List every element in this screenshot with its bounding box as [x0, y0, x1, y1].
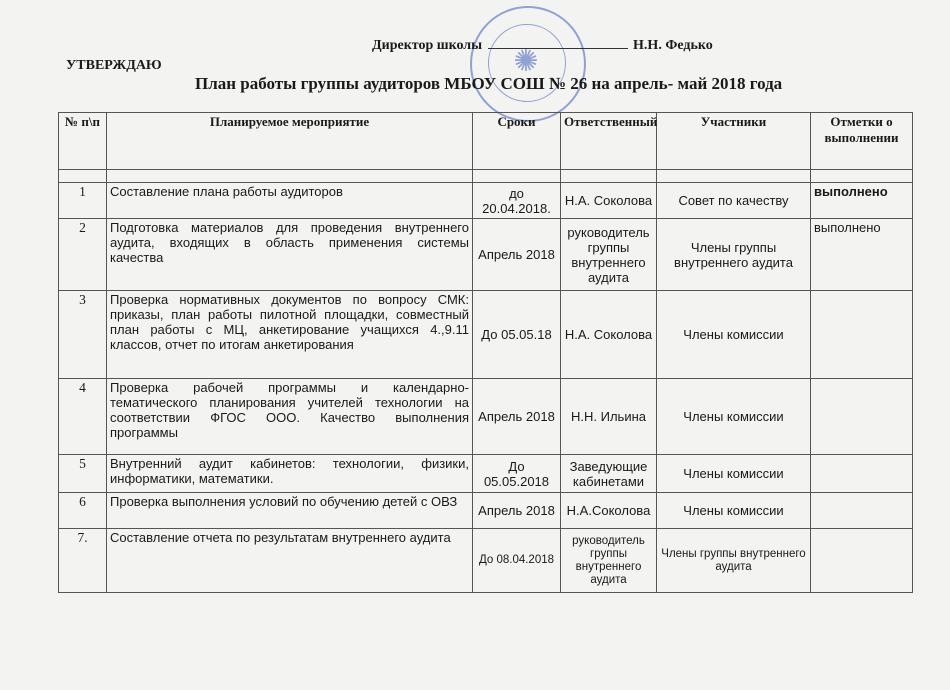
col-header-responsible: Ответственный — [561, 113, 657, 170]
table-row — [59, 219, 913, 291]
row-responsible: руководитель группы внутреннего аудита — [561, 529, 657, 593]
table-row — [59, 379, 913, 455]
row-mark: выполнено — [811, 183, 913, 219]
col-header-deadline: Сроки — [473, 113, 561, 170]
row-mark — [811, 455, 913, 493]
row-responsible: Н.Н. Ильина — [561, 379, 657, 455]
table-row — [59, 455, 913, 493]
official-stamp — [470, 6, 586, 122]
row-num: 7. — [59, 529, 107, 593]
row-deadline: до 20.04.2018. — [473, 183, 561, 219]
director-label: Директор школы — [372, 38, 483, 53]
row-participants: Члены комиссии — [657, 379, 811, 455]
page-title: План работы группы аудиторов МБОУ СОШ № 26 на апрель- май 2018 года — [195, 74, 783, 93]
row-responsible: Н.А.Соколова — [561, 493, 657, 529]
row-mark: выполнено — [811, 219, 913, 291]
row-deadline: До 05.05.18 — [473, 291, 561, 379]
col-header-participants: Участники — [657, 113, 811, 170]
row-participants: Совет по качеству — [657, 183, 811, 219]
row-num: 5 — [59, 455, 107, 493]
row-activity: Составление отчета по результатам внутреннего аудита — [107, 529, 473, 593]
director-name: Н.Н. Федько — [633, 38, 713, 53]
row-responsible: Заведующие кабинетами — [561, 455, 657, 493]
row-participants: Члены комиссии — [657, 455, 811, 493]
row-activity: Проверка нормативных документов по вопросу СМК: приказы, план работы пилотной площадки, совместный план работы с МЦ, анкетирование учащихся 4.,9.11 классов, отчет по итогам анкетирования — [107, 291, 473, 379]
row-responsible: Н.А. Соколова — [561, 183, 657, 219]
row-mark — [811, 379, 913, 455]
row-participants: Члены комиссии — [657, 291, 811, 379]
table-row — [59, 291, 913, 379]
col-header-activity: Планируемое мероприятие — [107, 113, 473, 170]
row-responsible: руководитель группы внутреннего аудита — [561, 219, 657, 291]
col-header-num: № п\п — [59, 113, 107, 170]
row-deadline: Апрель 2018 — [473, 379, 561, 455]
emblem-icon: ✺ — [513, 44, 539, 79]
row-num: 3 — [59, 291, 107, 379]
col-header-marks: Отметки о выполнении — [811, 113, 913, 170]
table-row — [59, 529, 913, 593]
approve-label: УТВЕРЖДАЮ — [66, 58, 162, 73]
table-header-row — [59, 113, 913, 170]
row-mark — [811, 291, 913, 379]
row-participants: Члены группы внутреннего аудита — [657, 529, 811, 593]
row-mark — [811, 493, 913, 529]
row-deadline: До 08.04.2018 — [473, 529, 561, 593]
plan-table — [58, 112, 913, 593]
row-deadline: Апрель 2018 — [473, 493, 561, 529]
table-row — [59, 183, 913, 219]
row-responsible: Н.А. Соколова — [561, 291, 657, 379]
row-activity: Проверка рабочей программы и календарно-тематического планирования учителей технологии на соответствии ФГОС ООО. Качество выполнения программы — [107, 379, 473, 455]
row-deadline: Апрель 2018 — [473, 219, 561, 291]
row-deadline: До 05.05.2018 — [473, 455, 561, 493]
row-activity: Подготовка материалов для проведения внутреннего аудита, входящих в область применения системы качества — [107, 219, 473, 291]
row-activity: Проверка выполнения условий по обучению детей с ОВЗ — [107, 493, 473, 529]
director-signature-line — [372, 37, 713, 54]
row-participants: Члены комиссии — [657, 493, 811, 529]
row-activity: Составление плана работы аудиторов — [107, 183, 473, 219]
signature-line — [488, 37, 628, 49]
row-activity: Внутренний аудит кабинетов: технологии, физики, информатики, математики. — [107, 455, 473, 493]
row-num: 1 — [59, 183, 107, 219]
row-num: 4 — [59, 379, 107, 455]
row-mark — [811, 529, 913, 593]
table-row — [59, 493, 913, 529]
spacer-row — [59, 170, 913, 183]
row-num: 2 — [59, 219, 107, 291]
row-participants: Члены группы внутреннего аудита — [657, 219, 811, 291]
row-num: 6 — [59, 493, 107, 529]
